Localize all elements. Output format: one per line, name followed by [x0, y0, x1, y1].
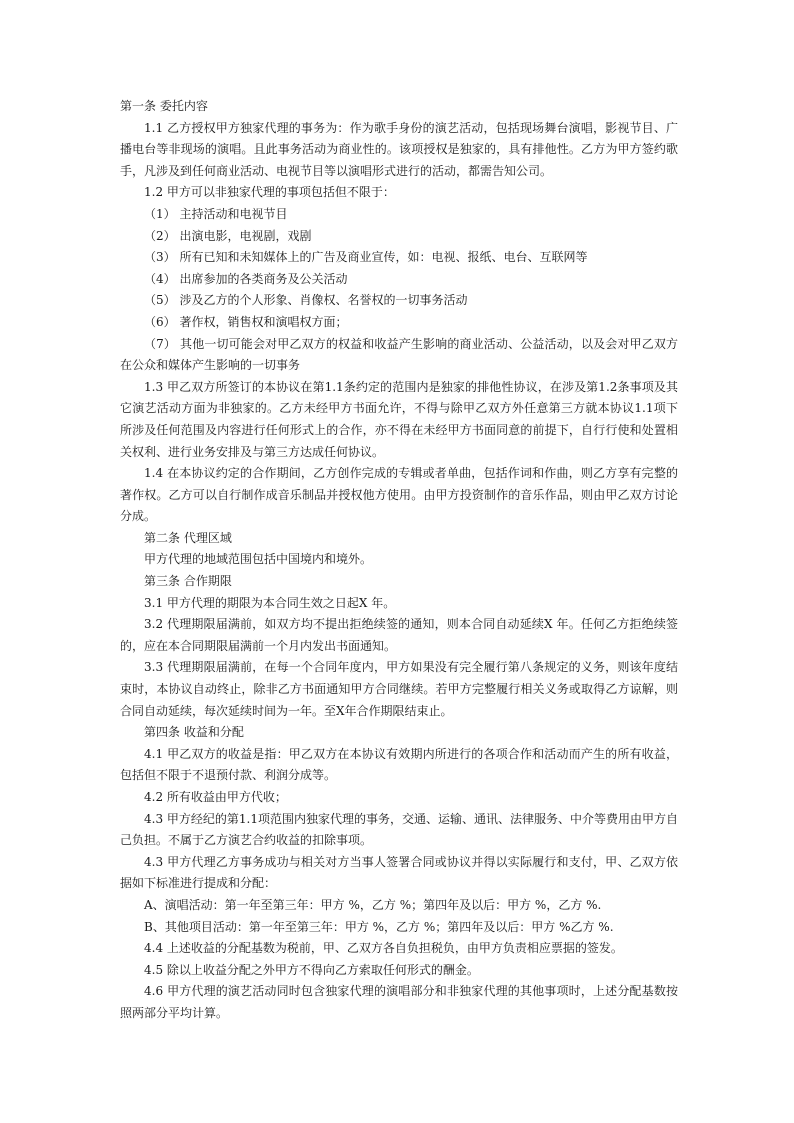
list-item: （1） 主持活动和电视节目 [144, 206, 288, 221]
section-heading: 第三条 合作期限 [144, 574, 232, 589]
clause-paragraph: 3.2 代理期限届满前，如双方均不提出拒绝续签的通知，则本合同自动延续X 年。任何乙方拒绝续签的，应在本合同期限届满前一个月内发出书面通知。 [120, 617, 678, 653]
clause-paragraph: 4.3 甲方代理乙方事务成功与相关对方当事人签署合同或协议并得以实际履行和支付，甲、乙双方依据如下标准进行提成和分配： [120, 854, 678, 891]
clause-paragraph: 4.6 甲方代理的演艺活动同时包含独家代理的演唱部分和非独家代理的其他事项时，上述分配基数按照两部分平均计算。 [120, 984, 678, 1020]
clause-paragraph: 1.4 在本协议约定的合作期间，乙方创作完成的专辑或者单曲，包括作词和作曲，则乙方享有完整的著作权。乙方可以自行制作成音乐制品并授权他方使用。由甲方投资制作的音乐作品，则由甲乙双方讨论分成。 [120, 466, 678, 524]
clause-paragraph: 1.2 甲方可以非独家代理的事项包括但不限于： [144, 185, 395, 200]
clause-paragraph: 3.3 代理期限届满前，在每一个合同年度内，甲方如果没有完全履行第八条规定的义务，则该年度结束时，本协议自动终止，除非乙方书面通知甲方合同继续。若甲方完整履行相关义务或取得乙方谅解，则合同自动延续，每次延续时间为一年。至X年合作期限结束止。 [120, 660, 678, 718]
list-item: （6） 著作权，销售权和演唱权方面； [144, 314, 348, 329]
section-heading: 第一条 委托内容 [120, 99, 208, 113]
list-item: A、演唱活动：第一年至第三年：甲方 %，乙方 %；第四年及以后：甲方 %，乙方 %. [144, 897, 602, 912]
list-item: （2） 出演电影，电视剧，戏剧 [144, 228, 312, 243]
clause-paragraph: 1.1 乙方授权甲方独家代理的事务为：作为歌手身份的演艺活动，包括现场舞台演唱，影视节目、广播电台等非现场的演唱。且此事务活动为商业性的。该项授权是独家的，具有排他性。乙方为甲方签约歌手，凡涉及到任何商业活动、电视节目等以演唱形式进行的活动，都需告知公司。 [120, 120, 678, 178]
clause-paragraph: 4.2 所有收益由甲方代收； [144, 790, 287, 804]
clause-paragraph: 4.4 上述收益的分配基数为税前，甲、乙双方各自负担税负，由甲方负责相应票据的签发。 [144, 941, 623, 956]
list-item: （7） 其他一切可能会对甲乙双方的权益和收益产生影响的商业活动、公益活动，以及会对甲乙双方在公众和媒体产生影响的一切事务 [120, 336, 678, 373]
clause-paragraph: 4.5 除以上收益分配之外甲方不得向乙方索取任何形式的酬金。 [144, 962, 479, 977]
list-item: （4） 出席参加的各类商务及公关活动 [144, 271, 348, 286]
list-item: （3） 所有已知和未知媒体上的广告及商业宣传，如：电视、报纸、电台、互联网等 [144, 250, 588, 265]
clause-paragraph: 甲方代理的地域范围包括中国境内和境外。 [144, 552, 373, 567]
section-heading: 第二条 代理区域 [144, 530, 232, 545]
clause-paragraph: 3.1 甲方代理的期限为本合同生效之日起X 年。 [144, 595, 396, 610]
document-body [120, 96, 678, 1025]
section-heading: 第四条 收益和分配 [144, 725, 244, 740]
list-item: B、其他项目活动：第一年至第三年：甲方 %，乙方 %；第四年及以后：甲方 %乙方 %. [144, 919, 614, 934]
clause-paragraph: 1.3 甲乙双方所签订的本协议在第1.1条约定的范围内是独家的排他性协议，在涉及第1.2条事项及其它演艺活动方面为非独家的。乙方未经甲方书面允许，不得与除甲乙双方外任意第三方就本协议1.1项下所涉及任何范围及内容进行任何形式上的合作，亦不得在未经甲方书面同意的前提下，自行行使和处置相关权利、进行业务安排及与第三方达成任何协议。 [120, 379, 678, 459]
list-item: （5） 涉及乙方的个人形象、肖像权、名誉权的一切事务活动 [144, 293, 468, 308]
clause-paragraph: 4.3 甲方经纪的第1.1项范围内独家代理的事务，交通、运输、通讯、法律服务、中介等费用由甲方自己负担。不属于乙方演艺合约收益的扣除事项。 [120, 811, 678, 848]
clause-paragraph: 4.1 甲乙双方的收益是指：甲乙双方在本协议有效期内所进行的各项合作和活动而产生的所有收益，包括但不限于不退预付款、利润分成等。 [120, 746, 678, 783]
